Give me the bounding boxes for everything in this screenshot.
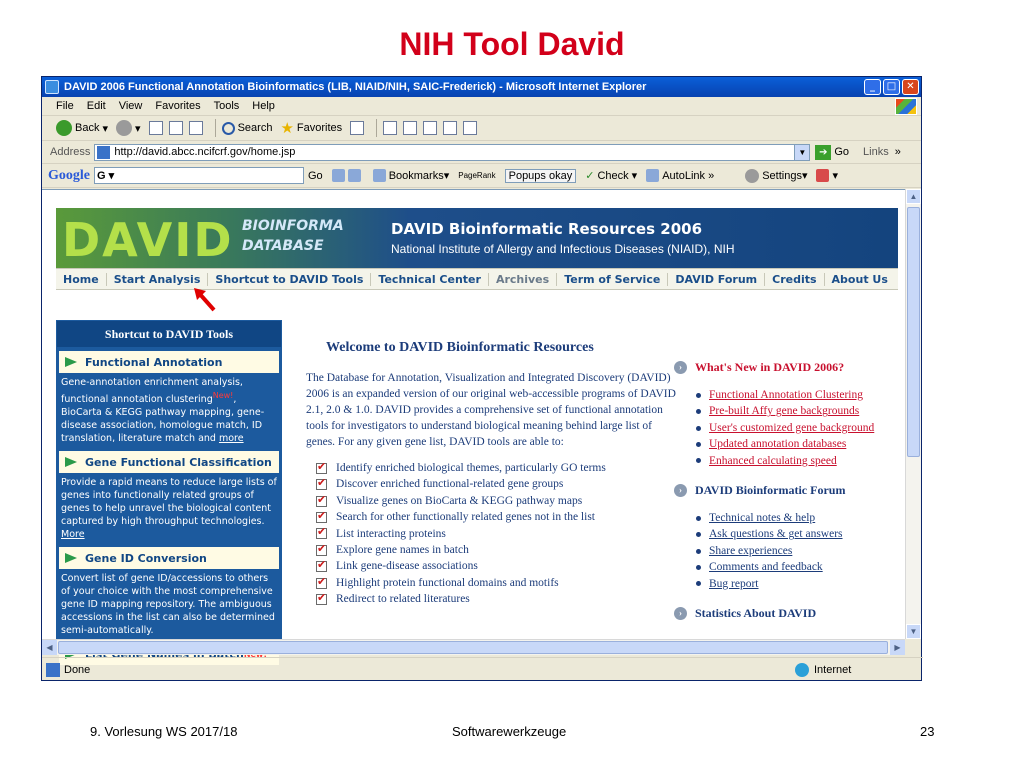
menu-bar <box>42 97 921 116</box>
forum-link[interactable]: Comments and feedback <box>696 559 904 575</box>
mail-icon[interactable] <box>383 121 397 135</box>
print-icon[interactable] <box>403 121 417 135</box>
windows-logo-icon <box>895 98 917 115</box>
forum-link[interactable]: Ask questions & get answers <box>696 526 904 542</box>
address-bar <box>42 141 921 164</box>
forum-link[interactable]: Bug report <box>696 576 904 592</box>
translate-button[interactable]: ▾ <box>816 169 838 182</box>
red-arrow-icon <box>192 286 222 316</box>
list-item: ✔ Search for other functionally related genes not in the list <box>316 509 676 525</box>
banner-title: DAVID Bioinformatic Resources 2006 <box>391 220 703 238</box>
google-search-input[interactable]: G ▾ <box>94 167 304 184</box>
nav-forum[interactable]: DAVID Forum <box>668 273 765 286</box>
home-icon[interactable] <box>189 121 203 135</box>
nav-archives[interactable]: Archives <box>489 273 557 286</box>
list-item: ✔ Link gene-disease associations <box>316 558 676 574</box>
news-column <box>674 360 904 633</box>
checkbox-icon <box>316 496 327 507</box>
research-icon[interactable] <box>463 121 477 135</box>
maximize-button[interactable]: □ <box>883 79 900 95</box>
stats-heading: › Statistics About DAVID <box>674 606 904 621</box>
popups-button[interactable]: Popups okay <box>505 169 577 183</box>
functional-annotation-more-link[interactable]: more <box>218 433 244 445</box>
arrow-circle-icon: › <box>674 361 687 374</box>
checkbox-icon <box>316 528 327 539</box>
window-titlebar[interactable] <box>42 77 921 97</box>
list-item: ✔ List interacting proteins <box>316 526 676 542</box>
david-nav <box>56 268 898 290</box>
settings-icon <box>745 169 759 183</box>
gene-id-conversion-desc: Convert list of gene ID/accessions to others of your choice with the most comprehensive gene ID mapping repository. The ambiguous accessions in the list can also be determined semi-automatically. <box>61 573 275 637</box>
whats-new-heading: › What's New in DAVID 2006? <box>674 360 904 375</box>
menu-help[interactable]: Help <box>252 100 275 112</box>
spellcheck-icon: ✓ <box>585 170 595 182</box>
go-button[interactable]: ➔ Go <box>815 145 849 160</box>
shortcut-panel <box>56 320 282 645</box>
back-button[interactable]: Back ▾ <box>56 120 108 136</box>
stop-icon[interactable] <box>149 121 163 135</box>
gene-functional-classification-link[interactable]: Gene Functional Classification <box>59 451 279 473</box>
footer-lecture: 9. Vorlesung WS 2017/18 <box>90 724 238 739</box>
list-item: ✔ Discover enriched functional-related gene groups <box>316 476 676 492</box>
menu-tools[interactable]: Tools <box>213 100 240 112</box>
scroll-up-icon[interactable]: ▲ <box>906 189 921 204</box>
address-label: Address <box>50 146 91 158</box>
welcome-heading: Welcome to DAVID Bioinformatic Resources <box>326 340 594 355</box>
ie-app-icon <box>45 80 59 94</box>
slide-title: NIH Tool David <box>399 26 625 62</box>
google-toolbar <box>42 164 921 188</box>
links-button[interactable]: Links <box>863 146 889 158</box>
checkbox-icon <box>316 578 327 589</box>
minimize-button[interactable]: _ <box>864 79 881 95</box>
whats-new-link[interactable]: Enhanced calculating speed <box>696 453 904 469</box>
nav-start-analysis[interactable]: Start Analysis <box>107 273 209 286</box>
arrow-circle-icon: › <box>674 607 687 620</box>
address-input[interactable] <box>94 144 810 161</box>
globe-icon <box>795 663 809 677</box>
page-done-icon <box>46 663 60 677</box>
checkbox-icon <box>316 463 327 474</box>
bookmark-icon <box>373 169 386 182</box>
chevron-down-icon[interactable]: ▼ <box>794 145 809 160</box>
forum-link[interactable]: Technical notes & help <box>696 510 904 526</box>
history-icon[interactable] <box>350 121 364 135</box>
list-item: ✔ Identify enriched biological themes, particularly GO terms <box>316 460 676 476</box>
welcome-intro: The Database for Annotation, Visualization and Integrated Discovery (DAVID) 2006 is an expanded version of our original web-accessible programs of DAVID 2.1, 2.0 & 1.0. DAVID provides a comprehensive set of functional annotation tools for investigators to understand biological meaning behind large list of genes. For any given gene list, DAVID tools are able to: <box>306 372 676 448</box>
google-go-button[interactable]: Go <box>308 169 323 182</box>
search-button[interactable]: Search <box>222 122 273 135</box>
checkbox-icon <box>316 561 327 572</box>
close-button[interactable]: ✕ <box>902 79 919 95</box>
translate-icon <box>816 169 829 182</box>
shortcut-header: Shortcut to DAVID Tools <box>57 321 281 347</box>
forward-arrow-icon <box>116 120 132 136</box>
welcome-section <box>306 340 676 608</box>
horizontal-scrollbar[interactable] <box>42 639 905 655</box>
whats-new-link[interactable]: Updated annotation databases <box>696 436 904 452</box>
refresh-icon[interactable] <box>169 121 183 135</box>
menu-view[interactable]: View <box>118 100 143 112</box>
edit-icon[interactable] <box>423 121 437 135</box>
forum-heading: › DAVID Bioinformatic Forum <box>674 483 904 498</box>
capabilities-list <box>316 460 676 608</box>
google-news-icon[interactable] <box>332 169 345 182</box>
menu-file[interactable]: File <box>56 100 74 112</box>
browser-window <box>41 76 922 681</box>
standard-toolbar <box>42 116 921 141</box>
arrow-circle-icon: › <box>674 484 687 497</box>
banner-subtitle: National Institute of Allergy and Infectious Diseases (NIAID), NIH <box>391 242 735 256</box>
whats-new-link[interactable]: Pre-built Affy gene backgrounds <box>696 403 904 419</box>
nav-shortcut[interactable]: Shortcut to DAVID Tools <box>208 273 371 286</box>
functional-annotation-desc: Gene-annotation enrichment analysis, functional annotation clustering$^{New!}$, BioCarta & KEGG pathway mapping, gene-disease association, homologue match, ID translation, literature match and more <box>61 377 265 445</box>
folder-icon[interactable] <box>443 121 457 135</box>
nav-term-of-service[interactable]: Term of Service <box>557 273 668 286</box>
david-banner <box>56 208 898 268</box>
star-icon: ★ <box>280 120 294 137</box>
list-item: ✔ Visualize genes on BioCarta & KEGG pathway maps <box>316 493 676 509</box>
checkbox-icon <box>316 479 327 490</box>
pagerank-indicator[interactable]: PageRank <box>458 171 496 180</box>
menu-edit[interactable]: Edit <box>86 100 106 112</box>
forum-link[interactable]: Share experiences <box>696 543 904 559</box>
nav-home[interactable]: Home <box>56 273 107 286</box>
status-text: Done <box>64 663 91 676</box>
scroll-left-icon[interactable]: ◀ <box>42 640 57 655</box>
google-highlight-icon[interactable] <box>348 169 361 182</box>
menu-favorites[interactable]: Favorites <box>155 100 201 112</box>
go-arrow-icon: ➔ <box>815 145 831 160</box>
autolink-icon <box>646 169 659 182</box>
gene-id-conversion-link[interactable]: Gene ID Conversion <box>59 547 279 569</box>
settings-button[interactable]: Settings ▾ <box>745 169 807 183</box>
scroll-down-icon[interactable]: ▼ <box>906 624 921 639</box>
list-item: ✔ Redirect to related literatures <box>316 591 676 607</box>
checkbox-icon <box>316 545 327 556</box>
vertical-scrollbar[interactable] <box>905 189 921 639</box>
back-arrow-icon <box>56 120 72 136</box>
bookmarks-button[interactable]: Bookmarks ▾ <box>373 169 450 182</box>
google-logo[interactable]: Google <box>48 167 90 183</box>
david-logo-subtitle: BIOINFORMA DATABASE <box>242 218 344 254</box>
scroll-thumb[interactable] <box>907 207 920 457</box>
hscroll-thumb[interactable] <box>58 641 888 654</box>
list-item: ✔ Explore gene names in batch <box>316 542 676 558</box>
forward-button[interactable]: ▾ <box>116 120 141 136</box>
window-title: DAVID 2006 Functional Annotation Bioinformatics (LIB, NIAID/NIH, SAIC-Frederick) - Microsoft Internet Explorer <box>64 81 647 93</box>
triangle-icon <box>65 553 77 563</box>
list-item: ✔ Highlight protein functional domains and motifs <box>316 575 676 591</box>
nav-technical-center[interactable]: Technical Center <box>371 273 489 286</box>
status-bar <box>42 657 923 681</box>
checkbox-icon <box>316 594 327 605</box>
footer-page-number: 23 <box>920 724 935 739</box>
security-zone: Internet <box>787 663 851 677</box>
whats-new-link[interactable]: Functional Annotation Clustering <box>696 387 904 403</box>
triangle-icon <box>65 357 77 367</box>
triangle-icon <box>65 457 77 467</box>
whats-new-list <box>696 387 904 469</box>
chevron-right-icon[interactable]: » <box>894 146 901 158</box>
footer-course: Softwarewerkzeuge <box>452 724 567 739</box>
scroll-right-icon[interactable]: ▶ <box>890 640 905 655</box>
favorites-button[interactable]: ★ Favorites <box>280 120 343 137</box>
page-icon <box>97 146 110 159</box>
david-logo[interactable]: DAVID <box>62 213 234 267</box>
address-url: http://david.abcc.ncifcrf.gov/home.jsp <box>114 146 296 158</box>
gene-classification-more-link[interactable]: More <box>61 529 85 541</box>
whats-new-link[interactable]: User's customized gene background <box>696 420 904 436</box>
check-button[interactable]: ✓ Check ▾ <box>585 169 638 182</box>
checkbox-icon <box>316 512 327 523</box>
autolink-button[interactable]: AutoLink » <box>646 169 714 182</box>
forum-list <box>696 510 904 592</box>
gene-functional-classification-desc: Provide a rapid means to reduce large lists of genes into functionally related groups of genes to help unravel the biological content captured by high throughput technologies. More <box>61 477 277 541</box>
nav-credits[interactable]: Credits <box>765 273 824 286</box>
search-icon <box>222 122 235 135</box>
functional-annotation-link[interactable]: Functional Annotation <box>59 351 279 373</box>
nav-about-us[interactable]: About Us <box>831 272 888 286</box>
page-viewport <box>42 189 905 639</box>
